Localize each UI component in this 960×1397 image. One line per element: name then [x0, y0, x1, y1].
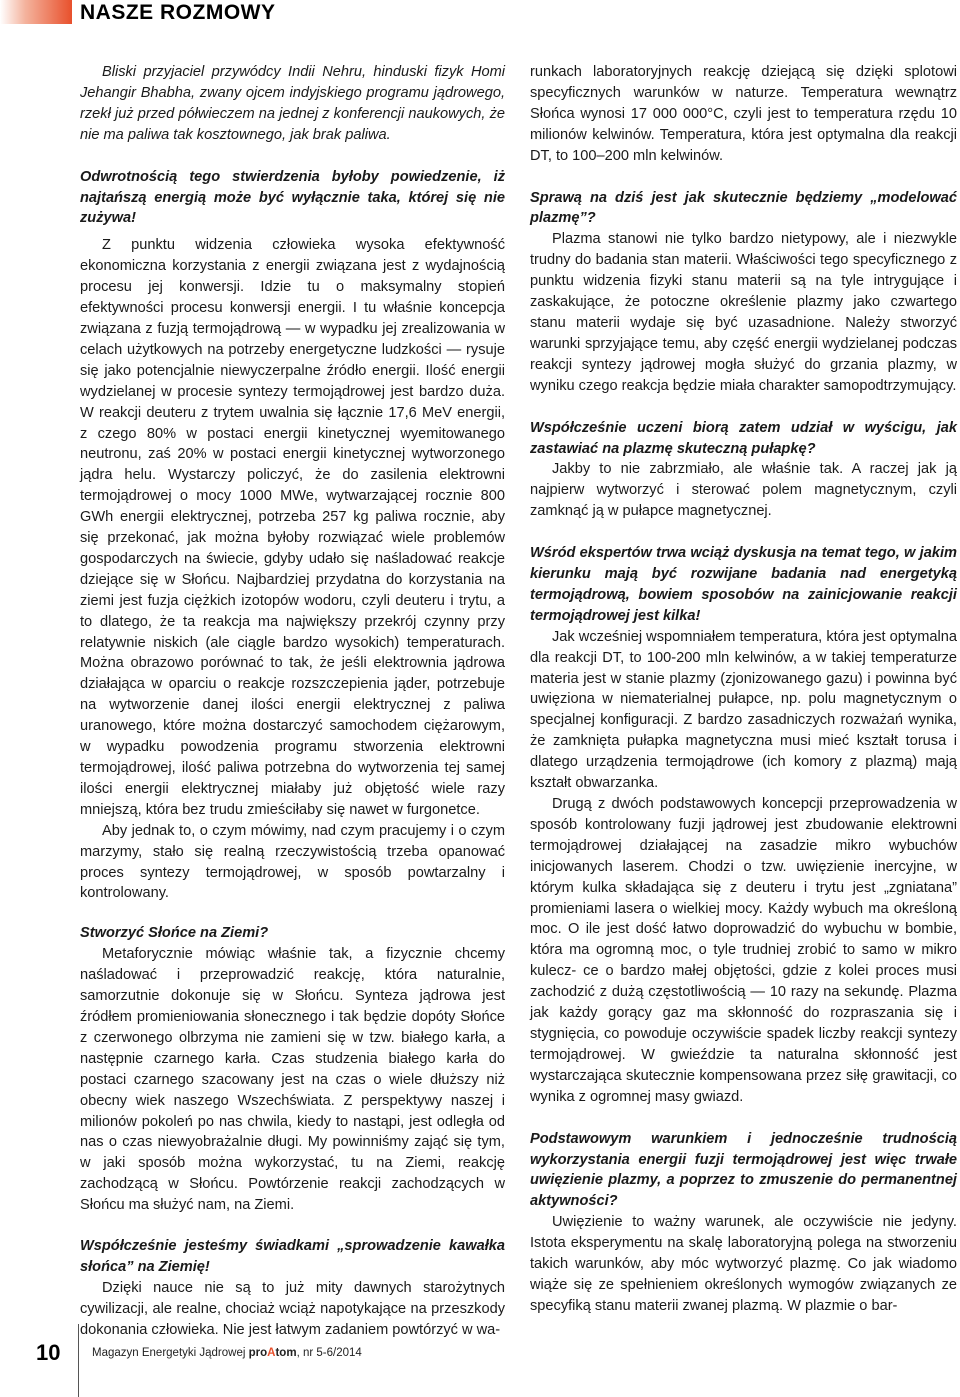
question-5: Współcześnie uczeni biorą zatem udział w wyścigu, jak zastawiać na plazmę skuteczną pułapkę? [530, 419, 957, 457]
left-column [80, 62, 505, 1341]
question-1: Odwrotnością tego stwierdzenia byłoby powiedzenie, iż najtańszą energią może być wyłącznie taka, której się nie zużywa! [80, 168, 505, 227]
answer-1-paragraph-2: Aby jednak to, o czym mówimy, nad czym pracujemy i o czym marzymy, stało się realną rzeczywistością trzeba opanować proces syntezy termojądrowej, w sposób powtarzalny i kontrolowany. [80, 822, 505, 902]
answer-6-paragraph-1: Jak wcześniej wspomniałem temperatura, która jest optymalna dla reakcji DT, to 100-200 mln kelwinów, a w takiej temperaturze materia jest w stanie plazmy (zjonizowanego gazu) i powinna być uwięziona w niematerialnej pułapce, np. polu magnetycznym o specjalnej konfiguracji. Z bardzo zasadniczych rozważań wynika, że zamknięta pułapka magnetyczna musi mieć kształt torusa i dlatego urządzenia termojądrowe (ich komory z plazmą) mają kształt obwarzanka. [530, 628, 957, 792]
question-2: Stworzyć Słońce na Ziemi? [80, 925, 269, 942]
brand-pro: pro [248, 1347, 268, 1359]
question-7: Podstawowym warunkiem i jednocześnie trudnością wykorzystania energii fuzji termojądrowej jest więc trwałe uwięzienie plazmy, a poprzez to zmuszenie do permanentnej aktywności? [530, 1130, 957, 1210]
brand-a-letter: A [267, 1347, 276, 1359]
answer-6-paragraph-2: Drugą z dwóch podstawowych koncepcji przeprowadzenia w sposób kontrolowany fuzji jądrowej jest zbudowanie elektrowni termojądrowej działającej na zasadzie mikro wybuchów inicjowanych laserem. Chodzi o tzw. uwięzienie inercyjne, w którym kulka składająca się z deuteru i trytu jest „zgniatana” promieniami lasera o wielkiej mocy. Każdy wybuch ma określoną moc. O ile jest dość łatwo doprowadzić do wybuchu w bombie, która ma ogromną moc, o tyle trudniej zrobić to samo w mikro kulecz- ce o bardzo małej objętości, gdzie z kolei proces musi zachodzić z dużą częstotliwością — 10 razy na sekundę. Plazma jak każdy gorący gaz ma skłonność do rozpraszania się i stygnięcia, co powoduje oczywiście spadek liczby reakcji syntezy termojądrowej. W gwieździe ta naturalna skłonność jest wystarczająca skutecznie kompensowana przez siłę grawitacji, co wynika z ogromnej masy gwiazd. [530, 796, 957, 1105]
footer-divider [78, 1324, 79, 1397]
answer-5-paragraph-1: Jakby to nie zabrzmiało, ale właśnie tak. A raczej jak ją najpierw wytworzyć i sterować polem magnetycznym, czyli zamknąć ją w pułapce magnetycznej. [530, 461, 957, 520]
page-header [0, 0, 960, 40]
answer-7-paragraph-1: Uwięzienie to ważny warunek, ale oczywiście nie jedyny. Istota eksperymentu na skalę laboratoryjną polega na stworzeniu takich warunków, aby móc wytworzyć plazmę. Co jak wiadomo wiąże się ze spełnieniem określonych wymogów związanych ze specyfiką stanu materii zwanej plazmą. W plazmie o bar- [530, 1214, 957, 1314]
answer-1-paragraph-1: Z punktu widzenia człowieka wysoka efektywność ekonomiczna korzystania z energii związana jest z wydajnością procesu jej konwersji. Idzie tu o maksymalny stopień efektywności procesu konwersji energii. I tu właśnie koncepcja związana z fuzją termojądrową — w wypadku jej zrealizowania w celach użytkowych na potrzeby energetyczne ludzkości — rysuje się jako potencjalnie niewyczerpalne źródło energii. Ilość energii wydzielanej w procesie syntezy termojądrowej jest bardzo duża. W reakcji deuteru z trytem uwalnia się łącznie 17,6 MeV energii, z czego 80% w postaci energii kinetycznej wyemitowanego neutronu, zaś 20% w postaci energii kinetycznej wytworzonego jądra helu. Wystarczy policzyć, że do zasilenia elektrowni termojądrowej o mocy 1000 MWe, wytwarzającej rocznie 800 GWh energii elektrycznej, potrzeba 257 kg paliwa rocznie, aby się przekonać, jak można byłoby rozwiązać wiele problemów gospodarczych na świecie, gdyby udało się naśladować reakcje dziejące się w Słońcu. Najbardziej przydatna do korzystania na ziemi jest fuzja ciężkich izotopów wodoru, czyli deuteru i trytu, a to dlatego, że ta reakcja ma największy przekrój czynny przy relatywnie niskich (ale ciągle bardzo wysokich) temperaturach. Można obrazowo porównać to tak, że jeśli elektrownia jądrowa działająca w oparciu o reakcje rozszczepienia jąder, potrzebuje na wytworzenie danej ilości energii elektrycznej z paliwa uranowego, które można dostarczyć samochodem ciężarowym, w wypadku powodzenia programu stworzenia elektrowni termojądrowej, ilość paliwa potrzebna do wytworzenia tej samej ilości energii elektrycznej miałaby już objętość wiele razy mniejszą, która bez trudu zmieściłaby się nawet w furgonetce. [80, 237, 505, 818]
intro-paragraph: Bliski przyjaciel przywódcy Indii Nehru, hinduski fizyk Homi Jehangir Bhabha, zwany ojcem indyjskiego programu jądrowego, rzekł już przed półwieczem na jednej z konferencji naukowych, że nie ma paliwa tak kosztownego, jak brak paliwa. [80, 64, 505, 143]
answer-4-paragraph-1: Plazma stanowi nie tylko bardzo nietypowy, ale i niezwykle trudny do badania stan materii. Właściwości tego specyficznego z punktu widzenia fizyki stanu materii są na tyle intrygujące i zaskakujące, że potoczne określenie plazmy jako czwartego stanu materii wydaje się być uzasadnione. Należy stworzyć warunki sprzyjające temu, aby część energii wydzielanej podczas reakcji syntezy jądrowej mogła służyć do grzania plazmy, w wyniku czego reakcja będzie miała charakter samopodtrzymujący. [530, 231, 957, 394]
magazine-name: Magazyn Energetyki Jądrowej [92, 1347, 246, 1359]
section-title: NASZE ROZMOWY [80, 1, 276, 24]
right-column [530, 62, 957, 1317]
continued-paragraph: runkach laboratoryjnych reakcję dziejącą się dzięki splotowi specyficznych warunków w naturze. Temperatura wewnątrz Słońca wynosi 17 000 000°C, czyli jest to temperatura rzędu 10 milionów kelwinów. Temperatura, która jest optymalna dla reakcji DT, to 100–200 mln kelwinów. [530, 64, 957, 164]
section-color-bar [0, 0, 72, 24]
question-4: Sprawą na dziś jest jak skutecznie będziemy „modelować plazmę”? [530, 189, 957, 227]
question-6: Wśród ekspertów trwa wciąż dyskusja na temat tego, w jakim kierunku mają być rozwijane badania nad energetyką termojądrową, bowiem sposobów na zainicjowanie reakcji termojądrowej jest kilka! [530, 545, 957, 624]
answer-3-paragraph-1: Dzięki nauce nie są to już mity dawnych starożytnych cywilizacji, ale realne, chociaż wciąż napotykające na przeszkody dokonania człowieka. Nie jest łatwym zadaniem powtórzyć w wa- [80, 1279, 505, 1338]
brand-tom: tom [275, 1347, 297, 1359]
issue-number: , nr 5-6/2014 [296, 1347, 362, 1359]
page-number: 10 [36, 1340, 61, 1365]
answer-2-paragraph-1: Metaforycznie mówiąc właśnie tak, a fizycznie chcemy naśladować i przeprowadzić reakcję, która naturalnie, samorzutnie dokonuje się w Słońcu. Synteza jądrowa jest źródłem promieniowania słonecznego i tak będzie dopóty Słońce z czerwonego olbrzyma nie zamieni się w tzw. białego karła, a następnie czarnego karła. Czas studzenia białego karła do postaci czarnego szacowany jest na czas o wiele dłuższy niż obecny wiek naszego Wszechświata. Z perspektywy naszej i milionów pokoleń po nas chwila, kiedy to nastąpi, jest odległa od nas o czas niewyobrażalnie długi. My powinniśmy zająć się tym, w jaki sposób można wykorzystać, tu na Ziemi, reakcję zachodzącą w Słońcu. Powtórzenie reakcji zachodzących w Słońcu ma służyć nam, na Ziemi. [80, 946, 505, 1214]
footer-magazine-info [92, 1347, 362, 1359]
question-3: Współcześnie jesteśmy świadkami „sprowadzenie kawałka słońca” na Ziemię! [80, 1238, 505, 1275]
